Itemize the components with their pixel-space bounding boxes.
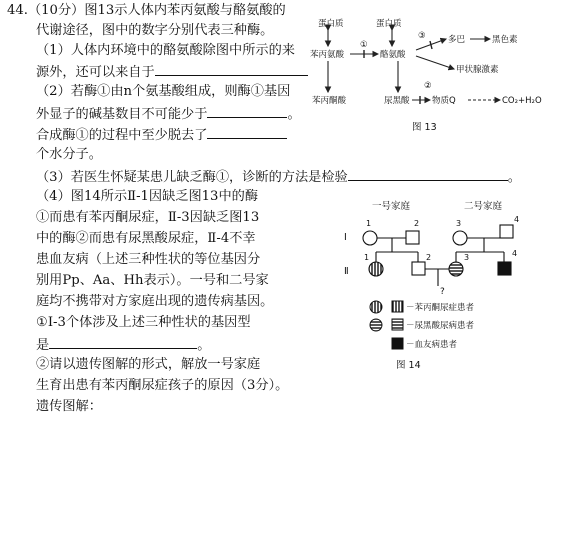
question-line bbox=[36, 334, 210, 355]
enzyme-3-label: ③ bbox=[418, 31, 426, 41]
question-line bbox=[36, 61, 333, 82]
ii-4-number: 4 bbox=[512, 249, 518, 258]
enzyme-1-label: ① bbox=[360, 40, 368, 50]
i-4-number: 4 bbox=[514, 215, 520, 224]
answer-blank[interactable] bbox=[49, 334, 197, 349]
period: 。 bbox=[287, 107, 301, 122]
i-1-number: 1 bbox=[366, 219, 372, 228]
ii-3-number: 3 bbox=[464, 253, 470, 262]
protein-right-label: 蛋白质 bbox=[376, 19, 402, 29]
question-line bbox=[36, 166, 521, 187]
thyroxine-label: 甲状腺激素 bbox=[456, 65, 499, 75]
period: 。 bbox=[507, 170, 521, 185]
offspring-question-mark: ? bbox=[440, 287, 445, 297]
question-line: ①而患有苯丙酮尿症，Ⅱ-3因缺乏图13 bbox=[36, 210, 260, 225]
figure-14-caption: 图 14 bbox=[396, 360, 421, 371]
question-line: ①Ⅰ-3个体涉及上述三种性状的基因型 bbox=[36, 315, 251, 330]
question-line: 个水分子。 bbox=[36, 147, 102, 162]
answer-blank[interactable] bbox=[207, 124, 287, 139]
ii-2-number: 2 bbox=[426, 253, 432, 262]
question-line: 别用Pp、Aa、Hh表示）。一号和二号家 bbox=[36, 273, 269, 288]
question-line: （2）若酶①由n个氨基酸组成，则酶①基因 bbox=[36, 84, 291, 99]
i-2-male bbox=[406, 231, 419, 244]
i-2-number: 2 bbox=[414, 219, 420, 228]
legend-hemophilia-symbol bbox=[392, 338, 403, 349]
legend-pku-female-symbol bbox=[370, 301, 382, 313]
figure-14 bbox=[338, 198, 554, 376]
legend-pku-text: －苯丙酮尿症患者 bbox=[406, 303, 475, 313]
dopa-label: 多巴 bbox=[448, 35, 466, 45]
i-4-male bbox=[500, 225, 513, 238]
line-text: 合成酶①的过程中至少脱去了 bbox=[36, 128, 208, 143]
question-line: 患血友病（上述三种性状的等位基因分 bbox=[36, 252, 261, 267]
legend-pku-male-symbol bbox=[392, 301, 403, 312]
homogentisate-label: 尿黑酸 bbox=[384, 96, 410, 106]
question-line: （1）人体内环境中的酪氨酸除图中所示的来 bbox=[36, 43, 295, 58]
question-line: （4）图14所示Ⅱ-1因缺乏图13中的酶 bbox=[36, 189, 259, 204]
legend-alk-text: －尿黑酸尿病患者 bbox=[406, 321, 475, 331]
protein-left-label: 蛋白质 bbox=[318, 19, 344, 29]
question-line: ②请以遗传图解的形式，解放一号家庭 bbox=[36, 357, 261, 372]
phenylalanine-label: 苯丙氨酸 bbox=[310, 50, 345, 60]
period: 。 bbox=[197, 338, 211, 353]
i-3-female bbox=[453, 231, 467, 245]
ii-3-female-alkaptonuria bbox=[449, 262, 463, 276]
legend-hemophilia-text: －血友病患者 bbox=[406, 340, 458, 350]
substance-q-label: 物质Q bbox=[432, 96, 456, 106]
question-number-line: 44.（10分）图13示人体内苯丙氨酸与酪氨酸的 bbox=[7, 3, 286, 18]
line-text: 是 bbox=[36, 338, 50, 353]
ii-1-female-pku bbox=[369, 262, 383, 276]
answer-blank[interactable] bbox=[155, 61, 320, 76]
i-3-number: 3 bbox=[456, 219, 462, 228]
line-text: （3）若医生怀疑某患儿缺乏酶①，诊断的方法是检验 bbox=[36, 170, 348, 185]
question-line: 代谢途径，图中的数字分别代表三种酶。 bbox=[36, 23, 274, 38]
line-text: 外显子的碱基数目不可能少于 bbox=[36, 107, 208, 122]
generation-1-label: Ⅰ bbox=[344, 232, 347, 243]
question-line: 遗传图解： bbox=[36, 399, 102, 414]
ii-2-male bbox=[412, 262, 425, 275]
answer-blank[interactable] bbox=[348, 166, 508, 181]
phenylpyruvate-label: 苯丙酮酸 bbox=[312, 96, 347, 106]
question-line bbox=[36, 103, 301, 124]
question-line: 生育出患有苯丙酮尿症孩子的原因（3分）。 bbox=[36, 378, 289, 393]
tyrosine-label: 酪氨酸 bbox=[380, 50, 406, 60]
family-1-label: 一号家庭 bbox=[372, 201, 411, 212]
figure-13-caption: 图 13 bbox=[412, 122, 437, 133]
ii-1-number: 1 bbox=[364, 253, 370, 262]
figure-13 bbox=[308, 14, 556, 138]
family-2-label: 二号家庭 bbox=[464, 201, 503, 212]
i-1-female bbox=[363, 231, 377, 245]
end-products-label: CO₂+H₂O bbox=[502, 96, 542, 106]
generation-2-label: Ⅱ bbox=[344, 266, 349, 277]
line-text: 源外，还可以来自于 bbox=[36, 65, 155, 80]
question-line bbox=[36, 124, 287, 145]
ii-4-male-hemophilia bbox=[498, 262, 511, 275]
question-line: 中的酶②而患有尿黑酸尿症，Ⅱ-4不幸 bbox=[36, 231, 256, 246]
enzyme-2-label: ② bbox=[424, 81, 432, 91]
question-line: 庭均不携带对方家庭出现的遗传病基因。 bbox=[36, 294, 274, 309]
melanin-label: 黑色素 bbox=[492, 35, 518, 45]
legend-alk-female-symbol bbox=[370, 319, 382, 331]
legend-alk-male-symbol bbox=[392, 319, 403, 330]
answer-blank[interactable] bbox=[207, 103, 287, 118]
